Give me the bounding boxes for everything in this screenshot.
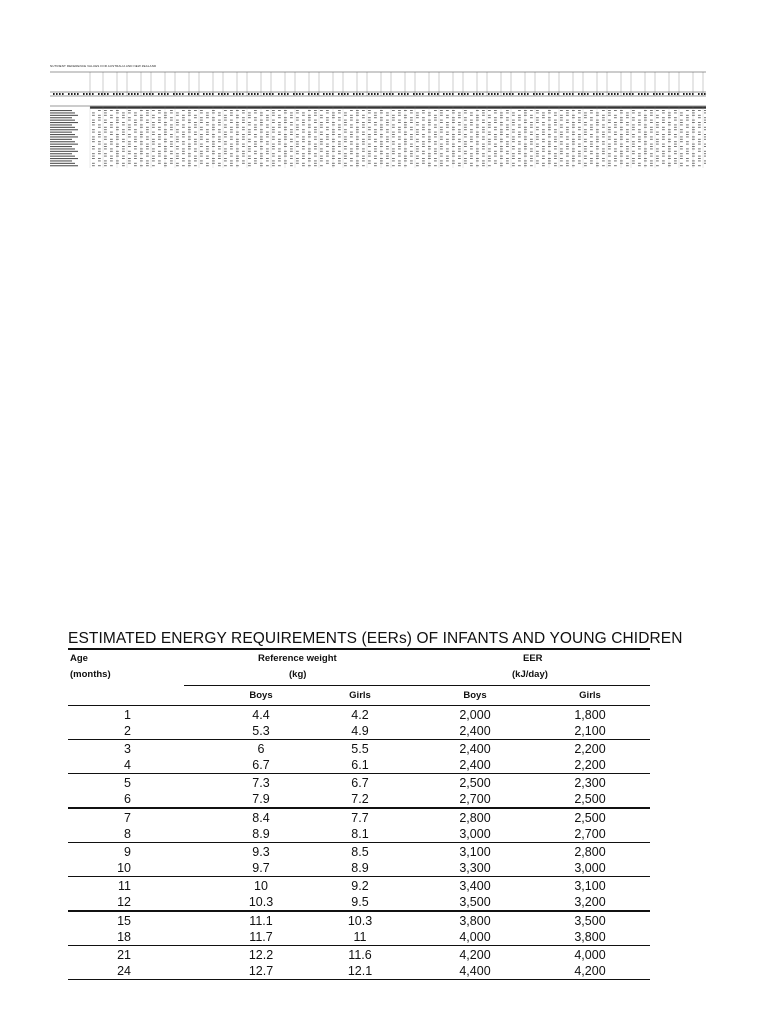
eer-girls-cell: 2,500 — [574, 811, 606, 825]
weight-boys-cell: 7.9 — [252, 792, 270, 806]
weight-girls-cell: 10.3 — [347, 914, 373, 928]
weight-girls-cell: 8.9 — [351, 861, 369, 875]
weight-boys-cell: 5.3 — [252, 724, 270, 738]
table-row — [68, 929, 650, 945]
eer-unit-header: (kJ/day) — [512, 669, 548, 680]
age-cell: 10 — [117, 861, 131, 875]
eer-boys-header: Boys — [463, 690, 487, 701]
weight-girls-cell: 4.2 — [351, 708, 369, 722]
eer-boys-cell: 2,800 — [459, 811, 491, 825]
table-row — [68, 947, 650, 963]
age-cell: 15 — [117, 914, 131, 928]
eer-boys-cell: 3,000 — [459, 827, 491, 841]
weight-girls-cell: 5.5 — [351, 742, 369, 756]
weight-boys-cell: 7.3 — [252, 776, 270, 790]
table-row — [68, 791, 650, 807]
eer-girls-cell: 2,800 — [574, 845, 606, 859]
weight-boys-cell: 6.7 — [252, 758, 270, 772]
age-cell: 2 — [124, 724, 131, 738]
row-group — [68, 946, 650, 979]
weight-boys-cell: 4.4 — [252, 708, 270, 722]
thumbnail-grid — [50, 70, 706, 168]
weight-boys-cell: 9.7 — [252, 861, 270, 875]
eer-girls-cell: 2,500 — [574, 792, 606, 806]
eer-boys-cell: 2,700 — [459, 792, 491, 806]
eer-boys-cell: 3,300 — [459, 861, 491, 875]
table-row — [68, 860, 650, 876]
table-row — [68, 894, 650, 910]
eer-girls-cell: 2,100 — [574, 724, 606, 738]
reference-weight-header: Reference weight — [258, 653, 337, 664]
eer-girls-header: Girls — [579, 690, 601, 701]
table-row — [68, 878, 650, 894]
row-group — [68, 809, 650, 842]
eer-girls-cell: 4,200 — [574, 964, 606, 978]
weight-boys-header: Boys — [249, 690, 273, 701]
row-group — [68, 877, 650, 910]
weight-boys-cell: 8.9 — [252, 827, 270, 841]
age-cell: 8 — [124, 827, 131, 841]
table-row — [68, 775, 650, 791]
age-header: Age — [70, 653, 88, 664]
weight-girls-cell: 6.1 — [351, 758, 369, 772]
age-cell: 24 — [117, 964, 131, 978]
table-header — [68, 650, 650, 686]
weight-girls-header: Girls — [349, 690, 371, 701]
row-group — [68, 740, 650, 773]
eer-girls-cell: 4,000 — [574, 948, 606, 962]
age-cell: 12 — [117, 895, 131, 909]
table-title: ESTIMATED ENERGY REQUIREMENTS (EERs) OF INFANTS AND YOUNG CHIDREN — [68, 630, 683, 647]
eer-girls-cell: 3,800 — [574, 930, 606, 944]
weight-girls-cell: 11.6 — [348, 948, 372, 962]
row-group — [68, 843, 650, 876]
weight-boys-cell: 12.7 — [248, 964, 274, 978]
table-body — [68, 705, 650, 980]
weight-boys-cell: 8.4 — [252, 811, 270, 825]
age-cell: 21 — [117, 948, 131, 962]
age-cell: 7 — [124, 811, 131, 825]
table-subheader — [68, 686, 650, 705]
weight-girls-cell: 11 — [353, 930, 367, 944]
eer-boys-cell: 4,400 — [459, 964, 491, 978]
age-cell: 18 — [117, 930, 131, 944]
age-cell: 6 — [124, 792, 131, 806]
eer-boys-cell: 3,500 — [459, 895, 491, 909]
table-row — [68, 963, 650, 979]
eer-girls-cell: 2,200 — [574, 742, 606, 756]
weight-girls-cell: 9.5 — [351, 895, 369, 909]
reference-weight-unit: (kg) — [289, 669, 307, 680]
weight-boys-cell: 11.1 — [249, 914, 273, 928]
bottom-rule — [68, 979, 650, 980]
age-cell: 1 — [124, 708, 131, 722]
age-cell: 11 — [118, 879, 131, 893]
weight-boys-cell: 6 — [257, 742, 265, 756]
weight-girls-cell: 7.7 — [351, 811, 369, 825]
weight-girls-cell: 7.2 — [351, 792, 369, 806]
weight-girls-cell: 12.1 — [347, 964, 373, 978]
eer-boys-cell: 2,400 — [459, 742, 491, 756]
weight-boys-cell: 10.3 — [248, 895, 274, 909]
weight-boys-cell: 12.2 — [248, 948, 274, 962]
eer-girls-cell: 3,000 — [574, 861, 606, 875]
eer-girls-cell: 2,700 — [574, 827, 606, 841]
row-group — [68, 706, 650, 739]
table-row — [68, 757, 650, 773]
eer-boys-cell: 3,800 — [459, 914, 491, 928]
table-row — [68, 844, 650, 860]
eer-girls-cell: 1,800 — [574, 708, 606, 722]
age-cell: 9 — [124, 845, 131, 859]
table-row — [68, 913, 650, 929]
eer-boys-cell: 3,100 — [459, 845, 491, 859]
table-row — [68, 826, 650, 842]
eer-boys-cell: 3,400 — [459, 879, 491, 893]
weight-girls-cell: 8.5 — [351, 845, 369, 859]
eer-boys-cell: 4,200 — [459, 948, 491, 962]
eer-table — [68, 630, 683, 980]
weight-girls-cell: 6.7 — [351, 776, 369, 790]
age-cell: 4 — [124, 758, 131, 772]
table-row — [68, 723, 650, 739]
eer-girls-cell: 2,300 — [574, 776, 606, 790]
weight-girls-cell: 8.1 — [351, 827, 369, 841]
spreadsheet-thumbnail — [50, 64, 706, 168]
weight-boys-cell: 9.3 — [252, 845, 270, 859]
thumbnail-title: NUTRIENT REFERENCE VALUES FOR AUSTRALIA AND NEW ZEALAND — [50, 64, 157, 68]
table-row — [68, 810, 650, 826]
table-row — [68, 707, 650, 723]
row-group — [68, 912, 650, 945]
eer-girls-cell: 3,200 — [574, 895, 606, 909]
eer-girls-cell: 3,100 — [574, 879, 606, 893]
age-cell: 3 — [124, 742, 131, 756]
eer-boys-cell: 2,400 — [459, 724, 491, 738]
eer-header: EER — [523, 653, 543, 664]
eer-boys-cell: 2,000 — [459, 708, 491, 722]
eer-boys-cell: 2,500 — [459, 776, 491, 790]
eer-boys-cell: 4,000 — [459, 930, 491, 944]
eer-girls-cell: 3,500 — [574, 914, 606, 928]
weight-girls-cell: 4.9 — [351, 724, 369, 738]
weight-boys-cell: 11.7 — [249, 930, 273, 944]
table-row — [68, 741, 650, 757]
eer-girls-cell: 2,200 — [574, 758, 606, 772]
age-cell: 5 — [124, 776, 131, 790]
weight-girls-cell: 9.2 — [351, 879, 369, 893]
eer-boys-cell: 2,400 — [459, 758, 491, 772]
weight-boys-cell: 10 — [254, 879, 268, 893]
age-unit-header: (months) — [70, 669, 111, 680]
row-group — [68, 774, 650, 807]
